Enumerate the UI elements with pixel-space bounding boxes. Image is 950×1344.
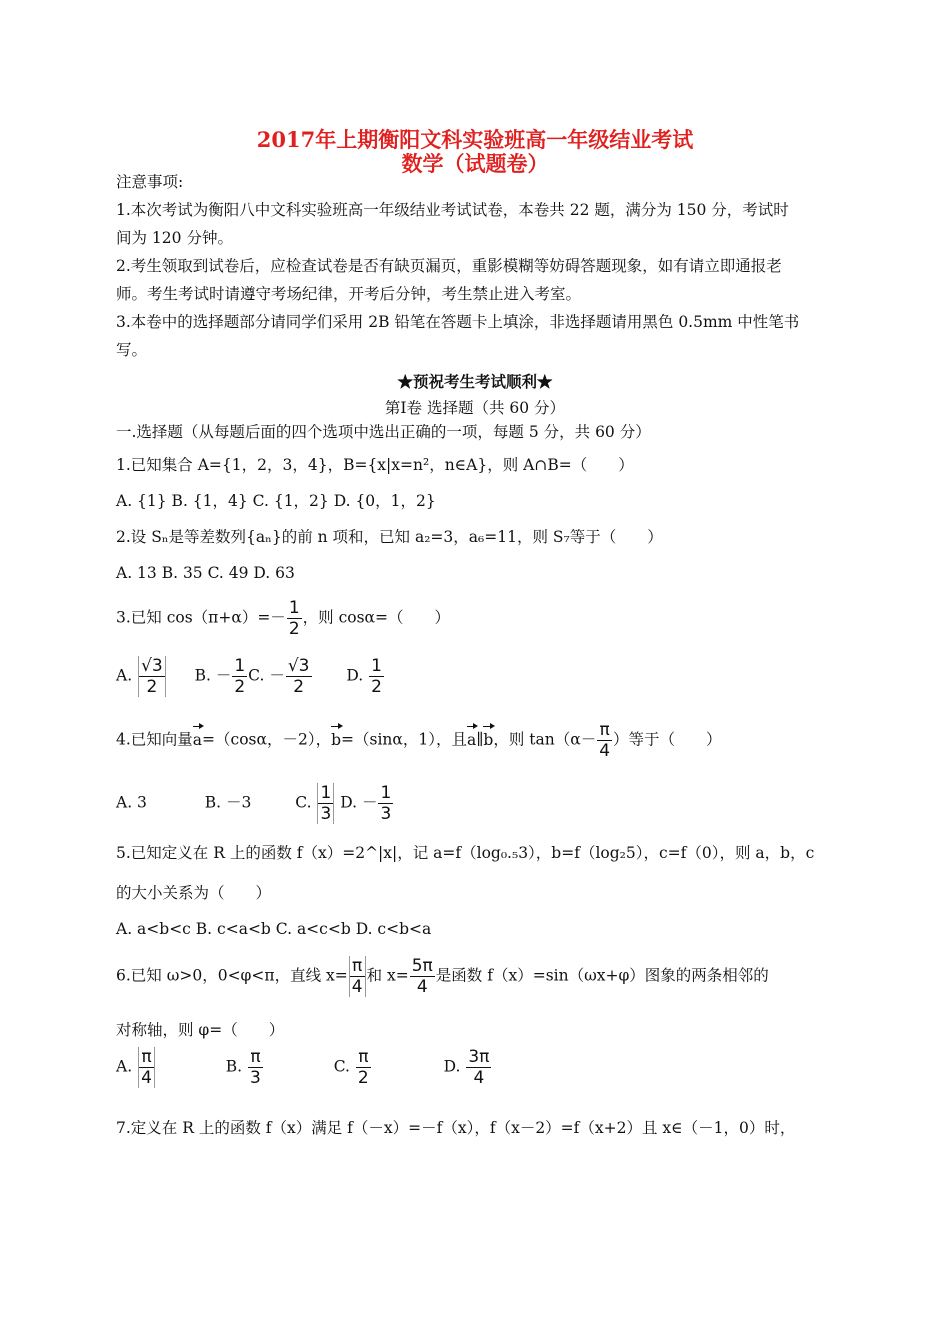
q7-stem: 7.定义在 R 上的函数 f（x）满足 f（－x）=－f（x），f（x－2）=f（x+2）且 x∈（－1，0）时， — [116, 1119, 796, 1137]
q2-stem: 2.设 Sₙ是等差数列{aₙ}的前 n 项和，已知 a₂=3，a₆=11，则 S₇等于（ ） — [116, 528, 663, 546]
q6-opt-d-frac: $\frac{3\pi}{4}$ — [468, 1047, 490, 1088]
q6-fraction-2: $\frac{5\pi}{4}$ — [411, 956, 433, 997]
q3-opt-d-frac: $\frac{1}{2}$ — [371, 656, 382, 697]
q3-post: ，则 cosα=（ ） — [302, 608, 450, 627]
q6-opt-a-frac: $\frac{\pi}{4}$ — [138, 1047, 155, 1088]
q3-opt-c: C. － — [248, 666, 285, 685]
q4-text-2: =（cosα，－2）， — [202, 730, 332, 749]
notice-1a: 1.本次考试为衡阳八中文科实验班高一年级结业考试试卷，本卷共 22 题，满分为 150 分，考试时 — [116, 201, 789, 219]
q6-line-1 — [116, 956, 769, 997]
q6-opt-c-frac: $\frac{\pi}{2}$ — [357, 1047, 369, 1088]
vector-b: b — [331, 730, 342, 749]
q6-opt-b: B. — [225, 1057, 243, 1076]
q3-fraction: $\frac{1}{2}$ — [288, 598, 300, 639]
q5-line-2: 的大小关系为（ ） — [116, 884, 272, 902]
q3-options — [116, 656, 385, 697]
q4-opt-d: D. － — [340, 793, 378, 812]
q4-stem — [116, 720, 722, 761]
q3-pre: 3.已知 cos（π+α）=－ — [116, 608, 286, 627]
q6-options — [116, 1047, 492, 1088]
part-title: 第Ⅰ卷 选择题（共 60 分） — [384, 399, 566, 417]
q5-line-1: 5.已知定义在 R 上的函数 f（x）=2^|x|，记 a=f（log₀.₅3），b=f（log₂5），c=f（0），则 a，b，c — [116, 844, 815, 862]
q1-stem: 1.已知集合 A={1，2，3，4}，B={x|x=n²，n∈A}，则 A∩B=（ ） — [116, 456, 634, 474]
q4-opt-b: B. －3 — [204, 793, 252, 812]
q5-options: A. a<b<c B. c<a<b C. a<c<b D. c<b<a — [116, 920, 432, 938]
q3-opt-c-frac: $\frac{√3}{2}$ — [287, 656, 310, 697]
notice-2b: 师。考生考试时请遵守考场纪律，开考后分钟，考生禁止进入考室。 — [116, 285, 582, 303]
q3-opt-d: D. — [346, 666, 364, 685]
q6-text-3: 是函数 f（x）=sin（ωx+φ）图象的两条相邻的 — [435, 966, 769, 985]
vector-a: a — [192, 730, 203, 749]
q3-opt-b-frac: $\frac{1}{2}$ — [234, 656, 246, 697]
q3-stem — [116, 598, 450, 639]
q6-line-2: 对称轴，则 φ=（ ） — [116, 1021, 285, 1039]
q4-opt-d-frac: $\frac{1}{3}$ — [380, 783, 392, 824]
q4-text-3: =（sinα，1），且 — [341, 730, 467, 749]
q6-opt-a: A. — [116, 1057, 133, 1076]
notice-2a: 2.考生领取到试卷后，应检查试卷是否有缺页漏页，重影模糊等妨碍答题现象，如有请立即通报老 — [116, 257, 782, 275]
q3-opt-b: B. － — [194, 666, 232, 685]
q4-opt-c: C. — [295, 793, 312, 812]
q4-opt-c-frac: $\frac{1}{3}$ — [317, 783, 334, 824]
q4-options — [116, 783, 394, 824]
q4-parallel: ∥ — [476, 730, 484, 749]
q6-opt-b-frac: $\frac{\pi}{3}$ — [250, 1047, 261, 1088]
q6-opt-d: D. — [443, 1057, 461, 1076]
vector-b-2: b — [483, 730, 494, 749]
section-title: 一.选择题（从每题后面的四个选项中选出正确的一项，每题 5 分，共 60 分） — [116, 423, 651, 441]
q6-fraction-1: $\frac{\pi}{4}$ — [349, 956, 366, 997]
vector-a-2: a — [467, 730, 477, 749]
exam-subtitle: 数学（试题卷） — [401, 151, 549, 176]
notice-3b: 写。 — [116, 341, 148, 359]
q4-fraction: $\frac{\pi}{4}$ — [599, 720, 611, 761]
q3-opt-a: A. — [116, 666, 133, 685]
q1-options: A. {1} B. {1，4} C. {1，2} D. {0，1，2} — [116, 492, 436, 510]
notice-heading: 注意事项: — [116, 173, 184, 191]
wish-line: ★预祝考生考试顺利★ — [397, 372, 553, 391]
q6-text-2: 和 x= — [366, 966, 409, 985]
q6-text-1: 6.已知 ω>0，0<φ<π，直线 x= — [116, 966, 348, 985]
q2-options: A. 13 B. 35 C. 49 D. 63 — [116, 564, 295, 582]
q3-opt-a-frac: $\frac{√3}{2}$ — [138, 656, 166, 697]
q4-text-1: 4.已知向量 — [116, 730, 193, 749]
q6-opt-c: C. — [333, 1057, 350, 1076]
exam-title: 2017年上期衡阳文科实验班高一年级结业考试 — [256, 127, 694, 152]
notice-3a: 3.本卷中的选择题部分请同学们采用 2B 铅笔在答题卡上填涂，非选择题请用黑色 0.5mm 中性笔书 — [116, 313, 800, 331]
q4-text-5: ，则 tan（α－ — [493, 730, 597, 749]
q4-text-6: ）等于（ ） — [613, 730, 722, 749]
q4-opt-a: A. 3 — [116, 793, 147, 812]
notice-1b: 间为 120 分钟。 — [116, 229, 233, 247]
